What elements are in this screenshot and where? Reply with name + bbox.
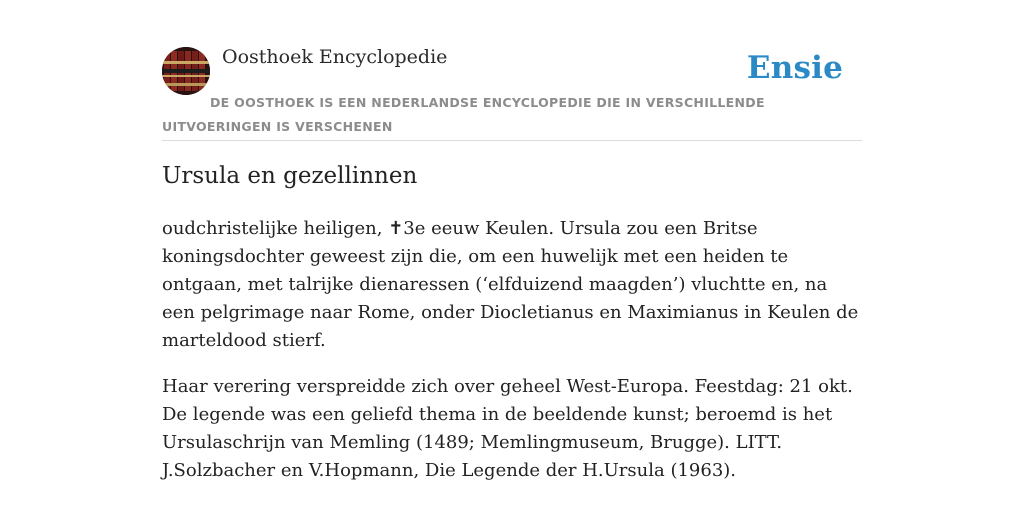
article-body [162,215,862,503]
article-paragraph: oudchristelijke heiligen, ✝3e eeuw Keulen. Ursula zou een Britse koningsdochter geweest zijn die, om een huwelijk met een heiden te ontgaan, met talrijke dienaressen (‘elfduizend maagden’) vluchtte en, na een pelgrimage naar Rome, onder Diocletianus en Maximianus in Keulen de marteldood stierf. [162,218,859,351]
encyclopedia-books-icon[interactable] [162,47,210,95]
page-container [162,0,862,481]
site-header [162,0,862,141]
site-name[interactable]: Oosthoek Encyclopedie [222,46,448,68]
article-title: Ursula en gezellinnen [162,163,418,189]
article-paragraph: Haar verering verspreidde zich over geheel West-Europa. Feestdag: 21 okt. De legende was een geliefd thema in de beeldende kunst; beroemd is het Ursulaschrijn van Memling (1489; Memlingmuseum, Brugge). LITT. J.Solzbacher en V.Hopmann, Die Legende der H.Ursula (1963). [162,376,853,481]
brand-logo[interactable]: Ensie [746,50,843,86]
site-tagline: DE OOSTHOEK IS EEN NEDERLANDSE ENCYCLOPEDIE DIE IN VERSCHILLENDE UITVOERINGEN IS VERSCHENEN [162,95,765,134]
